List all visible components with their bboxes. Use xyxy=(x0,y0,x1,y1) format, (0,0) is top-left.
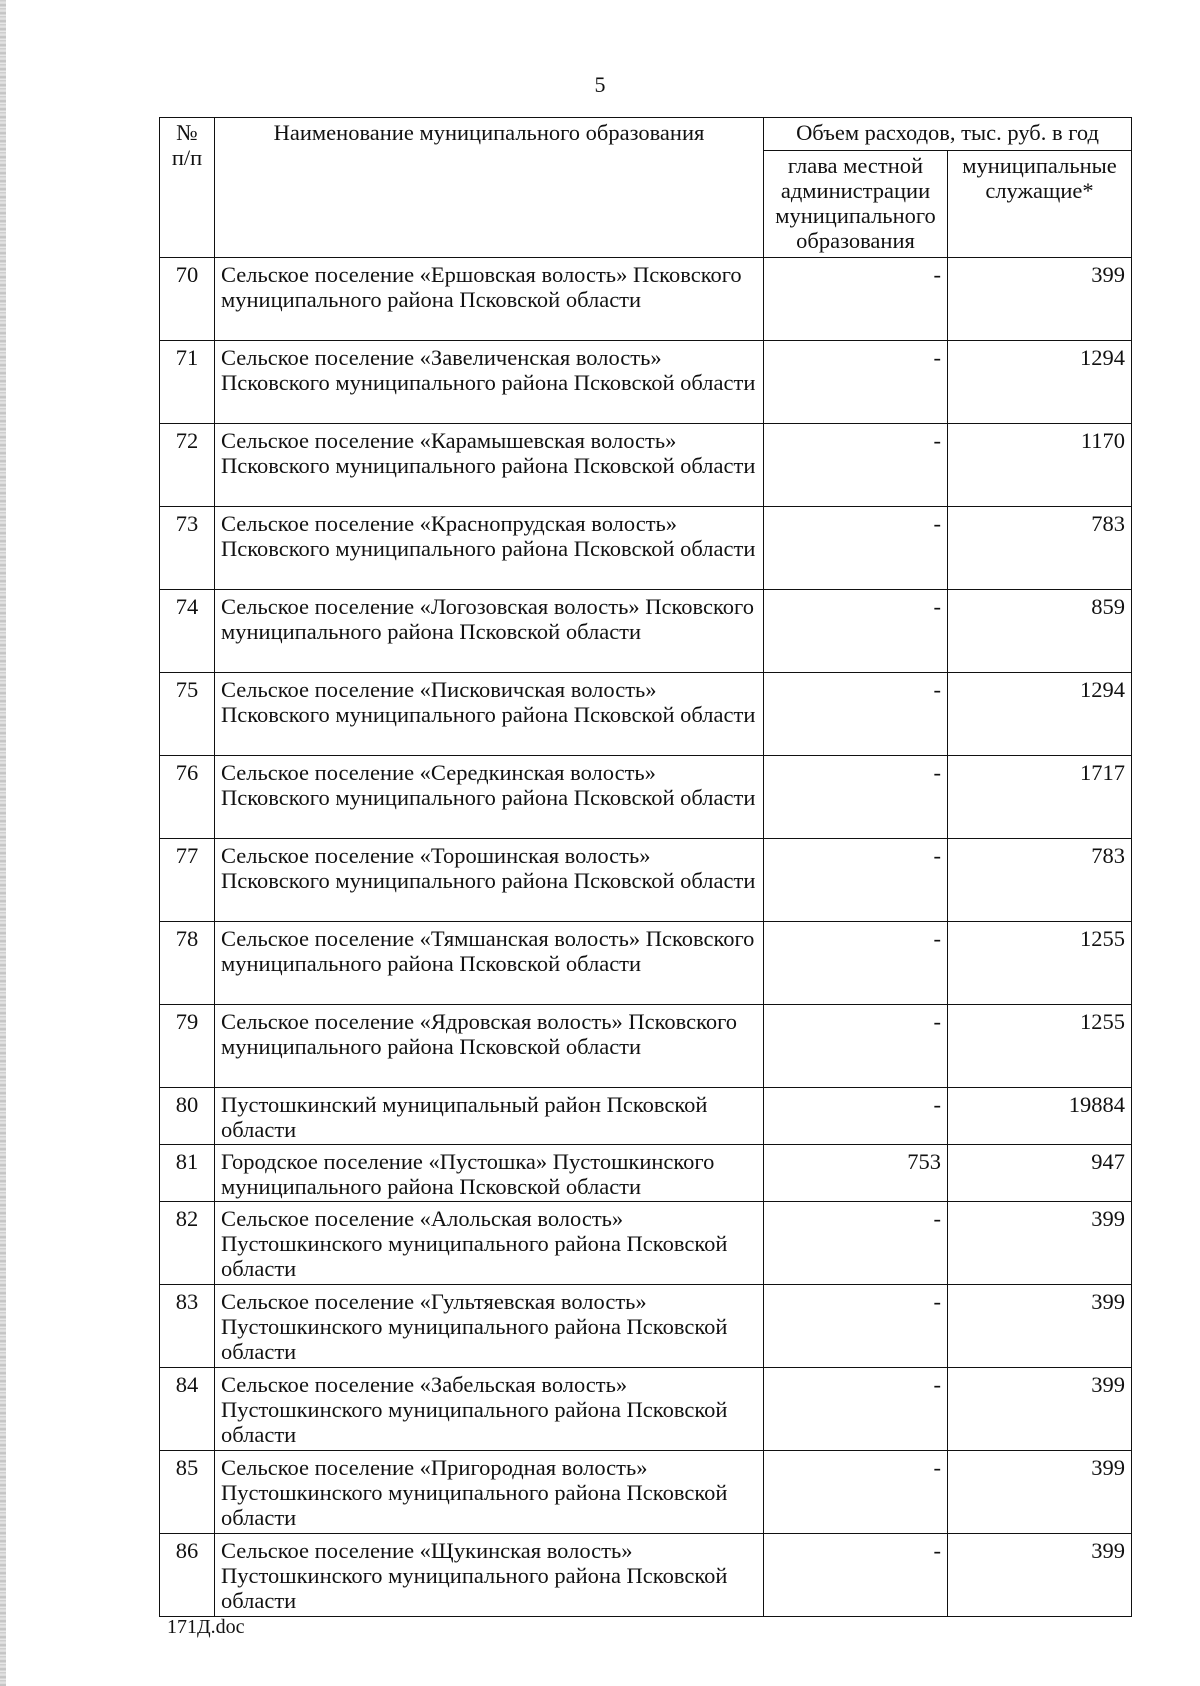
row-employees-expense: 1294 xyxy=(948,673,1132,756)
row-number: 73 xyxy=(160,507,215,590)
table-row xyxy=(160,839,1132,922)
row-head-expense: - xyxy=(764,424,948,507)
header-expenses-group: Объем расходов, тыс. руб. в год xyxy=(764,118,1132,151)
row-municipality-name: Сельское поселение «Ершовская волость» Псковского муниципального района Псковской области xyxy=(215,258,764,341)
header-name: Наименование муниципального образования xyxy=(215,118,764,258)
row-number: 78 xyxy=(160,922,215,1005)
row-municipality-name: Сельское поселение «Забельская волость» Пустошкинского муниципального района Псковской области xyxy=(215,1368,764,1451)
row-number: 83 xyxy=(160,1285,215,1368)
header-number: № п/п xyxy=(160,118,215,258)
row-municipality-name: Сельское поселение «Логозовская волость» Псковского муниципального района Псковской области xyxy=(215,590,764,673)
footer-filename: 171Д.doc xyxy=(167,1616,245,1638)
table-row xyxy=(160,1145,1132,1202)
row-municipality-name: Сельское поселение «Ядровская волость» Псковского муниципального района Псковской области xyxy=(215,1005,764,1088)
row-head-expense: - xyxy=(764,341,948,424)
row-head-expense: - xyxy=(764,590,948,673)
row-municipality-name: Сельское поселение «Торошинская волость» Псковского муниципального района Псковской области xyxy=(215,839,764,922)
row-employees-expense: 1294 xyxy=(948,341,1132,424)
row-employees-expense: 783 xyxy=(948,839,1132,922)
table-row xyxy=(160,1451,1132,1534)
table-row xyxy=(160,507,1132,590)
row-head-expense: - xyxy=(764,1005,948,1088)
row-municipality-name: Сельское поселение «Краснопрудская волость» Псковского муниципального района Псковской области xyxy=(215,507,764,590)
row-municipality-name: Сельское поселение «Щукинская волость» Пустошкинского муниципального района Псковской области xyxy=(215,1534,764,1617)
row-head-expense: - xyxy=(764,258,948,341)
row-head-expense: - xyxy=(764,1451,948,1534)
row-employees-expense: 1717 xyxy=(948,756,1132,839)
row-number: 71 xyxy=(160,341,215,424)
row-head-expense: - xyxy=(764,1285,948,1368)
table-body xyxy=(160,258,1132,1617)
row-number: 75 xyxy=(160,673,215,756)
row-head-expense: - xyxy=(764,756,948,839)
table-row xyxy=(160,424,1132,507)
row-employees-expense: 399 xyxy=(948,1202,1132,1285)
page-number: 5 xyxy=(594,72,606,97)
row-municipality-name: Сельское поселение «Писковичская волость» Псковского муниципального района Псковской области xyxy=(215,673,764,756)
row-employees-expense: 1255 xyxy=(948,1005,1132,1088)
row-head-expense: - xyxy=(764,1368,948,1451)
table-row xyxy=(160,1005,1132,1088)
row-municipality-name: Сельское поселение «Середкинская волость» Псковского муниципального района Псковской области xyxy=(215,756,764,839)
row-number: 81 xyxy=(160,1145,215,1202)
row-municipality-name: Пустошкинский муниципальный район Псковской области xyxy=(215,1088,764,1145)
row-municipality-name: Сельское поселение «Тямшанская волость» Псковского муниципального района Псковской области xyxy=(215,922,764,1005)
table-row xyxy=(160,341,1132,424)
row-employees-expense: 19884 xyxy=(948,1088,1132,1145)
row-number: 86 xyxy=(160,1534,215,1617)
table-row xyxy=(160,590,1132,673)
header-municipal-employees: муниципальные служащие* xyxy=(948,151,1132,258)
row-number: 79 xyxy=(160,1005,215,1088)
table-row xyxy=(160,258,1132,341)
table-row xyxy=(160,756,1132,839)
row-number: 82 xyxy=(160,1202,215,1285)
row-number: 80 xyxy=(160,1088,215,1145)
row-head-expense: - xyxy=(764,839,948,922)
row-employees-expense: 399 xyxy=(948,258,1132,341)
row-head-expense: 753 xyxy=(764,1145,948,1202)
row-employees-expense: 399 xyxy=(948,1285,1132,1368)
row-head-expense: - xyxy=(764,507,948,590)
table-row xyxy=(160,1534,1132,1617)
row-municipality-name: Городское поселение «Пустошка» Пустошкинского муниципального района Псковской области xyxy=(215,1145,764,1202)
table-row xyxy=(160,922,1132,1005)
row-number: 85 xyxy=(160,1451,215,1534)
row-municipality-name: Сельское поселение «Карамышевская волость» Псковского муниципального района Псковской области xyxy=(215,424,764,507)
row-employees-expense: 1255 xyxy=(948,922,1132,1005)
row-employees-expense: 399 xyxy=(948,1534,1132,1617)
row-head-expense: - xyxy=(764,673,948,756)
table-row xyxy=(160,1202,1132,1285)
table-row xyxy=(160,1368,1132,1451)
row-municipality-name: Сельское поселение «Гультяевская волость» Пустошкинского муниципального района Псковской области xyxy=(215,1285,764,1368)
row-municipality-name: Сельское поселение «Завеличенская волость» Псковского муниципального района Псковской области xyxy=(215,341,764,424)
row-employees-expense: 399 xyxy=(948,1368,1132,1451)
row-municipality-name: Сельское поселение «Пригородная волость» Пустошкинского муниципального района Псковской области xyxy=(215,1451,764,1534)
row-employees-expense: 1170 xyxy=(948,424,1132,507)
row-head-expense: - xyxy=(764,1534,948,1617)
row-number: 77 xyxy=(160,839,215,922)
table-row xyxy=(160,673,1132,756)
row-number: 70 xyxy=(160,258,215,341)
row-number: 84 xyxy=(160,1368,215,1451)
table-header xyxy=(160,118,1132,258)
row-employees-expense: 399 xyxy=(948,1451,1132,1534)
table-row xyxy=(160,1088,1132,1145)
row-employees-expense: 947 xyxy=(948,1145,1132,1202)
row-number: 76 xyxy=(160,756,215,839)
row-head-expense: - xyxy=(764,1088,948,1145)
row-number: 74 xyxy=(160,590,215,673)
row-municipality-name: Сельское поселение «Алольская волость» Пустошкинского муниципального района Псковской области xyxy=(215,1202,764,1285)
scan-edge-artifact xyxy=(0,0,6,1686)
row-number: 72 xyxy=(160,424,215,507)
row-head-expense: - xyxy=(764,922,948,1005)
row-employees-expense: 783 xyxy=(948,507,1132,590)
row-head-expense: - xyxy=(764,1202,948,1285)
row-employees-expense: 859 xyxy=(948,590,1132,673)
expenses-table xyxy=(159,117,1132,1617)
header-head-of-administration: глава местной администрации муниципального образования xyxy=(764,151,948,258)
table-row xyxy=(160,1285,1132,1368)
